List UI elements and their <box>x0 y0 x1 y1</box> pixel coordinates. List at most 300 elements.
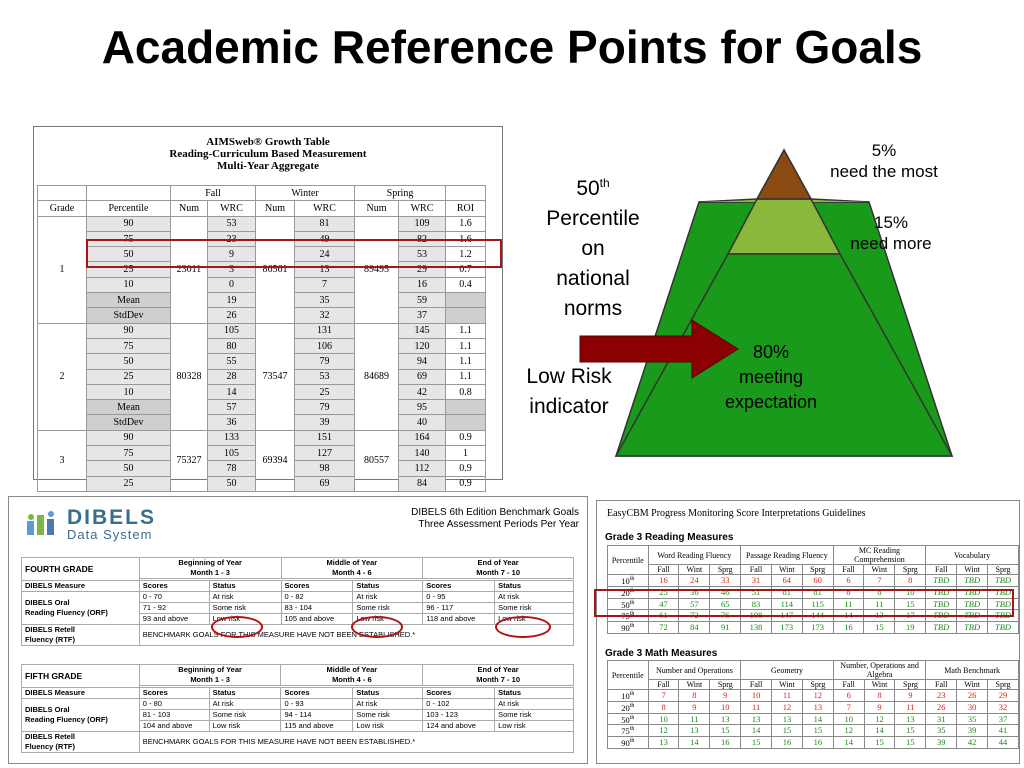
score-cell: 47 <box>648 598 679 610</box>
score-cell: 39 <box>957 725 988 737</box>
score-cell: 8 <box>679 690 710 702</box>
col-spring-wrc: WRC <box>399 201 446 216</box>
percentile-cell: 10 <box>87 277 171 292</box>
score-cell: 8 <box>833 586 864 598</box>
score-cell: 10 <box>648 713 679 725</box>
dibels-heading1: DIBELS 6th Edition Benchmark Goals <box>411 507 579 518</box>
score-cell: 39 <box>926 737 957 749</box>
low-risk-circle-boy <box>211 616 263 638</box>
dibels-grade-table <box>21 664 574 753</box>
season-header: Wint <box>771 565 802 575</box>
season-header: Sprg <box>895 565 926 575</box>
cbm-data-row <box>608 737 1019 749</box>
percentile-cell: 90 <box>87 430 171 445</box>
grade-cell: 3 <box>38 430 87 491</box>
score-cell: 84 <box>679 622 710 634</box>
score-cell: 9 <box>710 690 741 702</box>
score-cell: 72 <box>679 610 710 622</box>
winter-wrc-cell: 35 <box>295 293 355 308</box>
spring-wrc-cell: 42 <box>399 384 446 399</box>
fall-wrc-cell: 53 <box>208 216 256 231</box>
dibels-logo-sub: Data System <box>67 527 153 542</box>
score-cell: 31 <box>926 713 957 725</box>
score-cell: 61 <box>648 610 679 622</box>
aimsweb-aggregate: Multi-Year Aggregate <box>217 160 319 172</box>
score-cell: 11 <box>895 701 926 713</box>
season-header: Wint <box>864 565 895 575</box>
orf-label: DIBELS Oral Reading Fluency (ORF) <box>22 592 140 625</box>
season-header: Fall <box>926 565 957 575</box>
roi-cell <box>446 308 486 323</box>
score-cell: 173 <box>771 622 802 634</box>
status-cell: Low risk <box>353 614 423 625</box>
slide-title: Academic Reference Points for Goals <box>101 21 923 73</box>
cbm-season-row <box>608 565 1019 575</box>
percentile-cell: 50 <box>87 461 171 476</box>
percentile-cell: Mean <box>87 293 171 308</box>
score-cell: 0 - 102 <box>423 699 495 710</box>
season-header: Fall <box>833 565 864 575</box>
percentile-cell: 10th <box>608 575 649 587</box>
fiftieth-line: 50th <box>576 176 610 200</box>
score-cell: 13 <box>895 713 926 725</box>
status-header: Status <box>353 688 423 699</box>
score-cell: 7 <box>833 701 864 713</box>
score-cell: TBD <box>957 575 988 587</box>
fall-wrc-cell: 23 <box>208 231 256 246</box>
roi-cell: 1.2 <box>446 247 486 262</box>
moy-cell: Middle of Year Month 4 - 6 <box>281 665 423 686</box>
winter-wrc-cell: 98 <box>295 461 355 476</box>
score-cell: 11 <box>864 598 895 610</box>
winter-wrc-cell: 7 <box>295 277 355 292</box>
score-cell: 147 <box>771 610 802 622</box>
status-cell: Low risk <box>209 721 281 732</box>
score-cell: 15 <box>864 737 895 749</box>
dibels-col-header-row <box>22 581 574 592</box>
bottom-text1: meeting <box>738 367 804 387</box>
measure-group-header: Math Benchmark <box>926 661 1019 680</box>
grade-cell: 1 <box>38 216 87 323</box>
season-header: Wint <box>679 680 710 690</box>
score-cell: 13 <box>648 737 679 749</box>
score-cell: 108 <box>741 610 772 622</box>
score-cell: 6 <box>833 575 864 587</box>
score-cell: 81 <box>771 586 802 598</box>
score-cell: 0 - 80 <box>139 699 209 710</box>
score-cell: 7 <box>864 575 895 587</box>
top-text: need the most <box>830 162 938 181</box>
season-header: Sprg <box>710 680 741 690</box>
score-cell: 15 <box>895 737 926 749</box>
winter-wrc-cell: 24 <box>295 247 355 262</box>
score-cell: 65 <box>710 598 741 610</box>
cbm-data-row <box>608 713 1019 725</box>
spring-wrc-cell: 53 <box>399 247 446 262</box>
score-cell: 83 <box>741 598 772 610</box>
aimsweb-season-row <box>38 186 486 201</box>
spring-wrc-cell: 37 <box>399 308 446 323</box>
aimsweb-header <box>34 127 502 177</box>
fiftieth-percentile-highlight <box>86 239 502 268</box>
percentile-cell: 75th <box>608 610 649 622</box>
score-cell: 15 <box>895 598 926 610</box>
measure-group-header: Number and Operations <box>648 661 741 680</box>
boy-cell: Beginning of Year Month 1 - 3 <box>139 558 281 579</box>
percentile-cell: 90 <box>87 216 171 231</box>
score-cell: TBD <box>957 598 988 610</box>
status-cell: Some risk <box>495 710 574 721</box>
spring-wrc-cell: 120 <box>399 338 446 353</box>
fall-wrc-cell: 14 <box>208 384 256 399</box>
percentile-cell: StdDev <box>87 415 171 430</box>
fall-wrc-cell: 133 <box>208 430 256 445</box>
status-cell: At risk <box>495 699 574 710</box>
score-cell: 11 <box>679 713 710 725</box>
score-cell: 114 <box>771 598 802 610</box>
spring-wrc-cell: 94 <box>399 354 446 369</box>
percentile-cell: 10 <box>87 384 171 399</box>
score-cell: 26 <box>957 690 988 702</box>
blank-cell <box>87 186 171 201</box>
score-cell: 11 <box>833 598 864 610</box>
cbm-data-row <box>608 701 1019 713</box>
pyramid-bottom-label <box>700 338 842 416</box>
cbm-data-row <box>608 690 1019 702</box>
score-cell: 60 <box>802 575 833 587</box>
winter-wrc-cell: 151 <box>295 430 355 445</box>
roi-cell: 0.7 <box>446 262 486 277</box>
fall-wrc-cell: 78 <box>208 461 256 476</box>
fall-wrc-cell: 0 <box>208 277 256 292</box>
score-cell: 15 <box>802 725 833 737</box>
score-cell: 115 and above <box>281 721 353 732</box>
aimsweb-row <box>38 323 486 338</box>
winter-wrc-cell: 131 <box>295 323 355 338</box>
score-cell: 33 <box>710 575 741 587</box>
score-cell: TBD <box>988 610 1019 622</box>
score-cell: TBD <box>926 598 957 610</box>
bottom-pct: 80% <box>752 342 790 362</box>
col-roi: ROI <box>446 201 486 216</box>
rtf-label: DIBELS Retell Fluency (RTF) <box>22 625 140 646</box>
score-cell: 16 <box>802 737 833 749</box>
score-cell: 93 and above <box>139 614 209 625</box>
score-cell: 83 - 104 <box>281 603 353 614</box>
on-word: on <box>581 237 605 260</box>
score-cell: TBD <box>926 622 957 634</box>
status-header: Status <box>495 581 574 592</box>
winter-wrc-cell: 49 <box>295 231 355 246</box>
score-cell: 16 <box>710 737 741 749</box>
score-cell: 15 <box>895 725 926 737</box>
col-winter-wrc: WRC <box>295 201 355 216</box>
season-header: Sprg <box>988 680 1019 690</box>
score-cell: 16 <box>648 575 679 587</box>
status-cell: Some risk <box>209 710 281 721</box>
score-cell: TBD <box>926 575 957 587</box>
score-cell: 8 <box>895 575 926 587</box>
season-header: Fall <box>648 680 679 690</box>
roi-cell <box>446 400 486 415</box>
fall-wrc-cell: 3 <box>208 262 256 277</box>
spring-wrc-cell: 69 <box>399 369 446 384</box>
score-cell: 115 <box>802 598 833 610</box>
score-cell: 14 <box>679 737 710 749</box>
eoy-cell: End of Year Month 7 - 10 <box>423 665 574 686</box>
roi-cell: 1.1 <box>446 369 486 384</box>
percentile-cell: 25 <box>87 476 171 491</box>
low-risk-circle-moy <box>351 616 403 638</box>
measure-group-header: Word Reading Fluency <box>648 546 740 565</box>
rtf-note: BENCHMARK GOALS FOR THIS MEASURE HAVE NOT BEEN ESTABLISHED.* <box>139 732 573 753</box>
mid-text: need more <box>850 234 932 253</box>
score-cell: 124 and above <box>423 721 495 732</box>
status-header: Status <box>209 581 281 592</box>
blank-cell <box>446 186 486 201</box>
percentile-cell: 90th <box>608 737 649 749</box>
moy-cell: Middle of Year Month 4 - 6 <box>281 558 423 579</box>
dibels-grade-table <box>21 557 574 646</box>
pyramid-top-label <box>790 140 978 182</box>
percentile-header: Percentile <box>608 661 649 690</box>
col-fall-num: Num <box>171 201 208 216</box>
winter-num-cell: 86561 <box>256 216 295 323</box>
fall-num-cell: 75327 <box>171 430 208 491</box>
status-cell: At risk <box>495 592 574 603</box>
score-cell: 10 <box>710 701 741 713</box>
season-winter: Winter <box>256 186 355 201</box>
spring-wrc-cell: 140 <box>399 446 446 461</box>
score-cell: 10 <box>741 690 772 702</box>
fall-wrc-cell: 57 <box>208 400 256 415</box>
fall-wrc-cell: 9 <box>208 247 256 262</box>
spring-wrc-cell: 95 <box>399 400 446 415</box>
col-fall-wrc: WRC <box>208 201 256 216</box>
percentile-cell: 50 <box>87 354 171 369</box>
score-cell: 32 <box>988 701 1019 713</box>
measure-group-header: Number, Operations and Algebra <box>833 661 926 680</box>
percentile-cell: 20th <box>608 701 649 713</box>
score-cell: 0 - 82 <box>281 592 353 603</box>
dibels-col-header-row <box>22 688 574 699</box>
score-cell: 173 <box>802 622 833 634</box>
fall-wrc-cell: 105 <box>208 446 256 461</box>
status-cell: Low risk <box>353 721 423 732</box>
orf-label: DIBELS Oral Reading Fluency (ORF) <box>22 699 140 732</box>
roi-cell: 0.4 <box>446 277 486 292</box>
winter-num-cell: 69394 <box>256 430 295 491</box>
season-header: Fall <box>741 680 772 690</box>
score-cell: 72 <box>648 622 679 634</box>
score-cell: 94 - 114 <box>281 710 353 721</box>
spring-wrc-cell: 84 <box>399 476 446 491</box>
score-cell: 10 <box>895 586 926 598</box>
easycbm-title: EasyCBM Progress Monitoring Score Interpretations Guidelines <box>607 508 866 519</box>
scores-header: Scores <box>139 688 209 699</box>
score-cell: 25 <box>648 586 679 598</box>
score-cell: 19 <box>895 622 926 634</box>
score-cell: 13 <box>864 610 895 622</box>
score-cell: 9 <box>864 701 895 713</box>
status-cell: At risk <box>353 592 423 603</box>
winter-wrc-cell: 106 <box>295 338 355 353</box>
score-cell: 12 <box>648 725 679 737</box>
score-cell: 12 <box>833 725 864 737</box>
status-cell: At risk <box>209 592 281 603</box>
winter-wrc-cell: 32 <box>295 308 355 323</box>
score-cell: 29 <box>988 690 1019 702</box>
score-cell: 0 - 93 <box>281 699 353 710</box>
percentile-header: Percentile <box>608 546 649 575</box>
score-cell: 71 - 92 <box>139 603 209 614</box>
score-cell: TBD <box>988 575 1019 587</box>
status-header: Status <box>209 688 281 699</box>
measure-group-header: Vocabulary <box>926 546 1019 565</box>
season-header: Fall <box>833 680 864 690</box>
spring-wrc-cell: 16 <box>399 277 446 292</box>
score-cell: 6 <box>833 690 864 702</box>
indicator-word: indicator <box>529 395 609 418</box>
season-header: Sprg <box>710 565 741 575</box>
mid-pct: 15% <box>873 213 909 232</box>
cbm-group-row <box>608 546 1019 565</box>
top-pct: 5% <box>871 141 897 160</box>
season-header: Wint <box>957 680 988 690</box>
season-header: Sprg <box>895 680 926 690</box>
status-cell: Some risk <box>495 603 574 614</box>
status-cell: Low risk <box>495 721 574 732</box>
measure-group-header: MC Reading Comprehension <box>833 546 926 565</box>
season-header: Wint <box>772 680 803 690</box>
winter-wrc-cell: 13 <box>295 262 355 277</box>
rtf-note: BENCHMARK GOALS FOR THIS MEASURE HAVE NOT BEEN ESTABLISHED.* <box>139 625 573 646</box>
score-cell: 44 <box>988 737 1019 749</box>
percentile-cell: 75 <box>87 338 171 353</box>
percentile-cell: 10th <box>608 690 649 702</box>
winter-wrc-cell: 127 <box>295 446 355 461</box>
roi-cell: 1.6 <box>446 216 486 231</box>
score-cell: 81 - 103 <box>139 710 209 721</box>
scores-header: Scores <box>281 688 353 699</box>
dibels-orf-row <box>22 592 574 603</box>
score-cell: 138 <box>741 622 772 634</box>
winter-wrc-cell: 53 <box>295 369 355 384</box>
score-cell: 64 <box>771 575 802 587</box>
roi-cell: 1.1 <box>446 323 486 338</box>
percentile-cell: StdDev <box>87 308 171 323</box>
winter-wrc-cell: 79 <box>295 400 355 415</box>
cbm-group-row <box>608 661 1019 680</box>
score-cell: 11 <box>772 690 803 702</box>
season-header: Fall <box>648 565 679 575</box>
roi-cell <box>446 293 486 308</box>
roi-cell: 0.9 <box>446 476 486 491</box>
winter-num-cell: 73547 <box>256 323 295 430</box>
roi-cell: 1.1 <box>446 354 486 369</box>
fall-wrc-cell: 19 <box>208 293 256 308</box>
score-cell: 16 <box>772 737 803 749</box>
fall-wrc-cell: 80 <box>208 338 256 353</box>
score-cell: 15 <box>710 725 741 737</box>
percentile-cell: 75 <box>87 446 171 461</box>
scores-header: Scores <box>423 581 495 592</box>
dibels-logo-word: DIBELS <box>67 506 157 529</box>
score-cell: 76 <box>710 610 741 622</box>
season-header: Fall <box>926 680 957 690</box>
status-header: Status <box>353 581 423 592</box>
percentile-cell: 90th <box>608 622 649 634</box>
status-cell: Low risk <box>495 614 574 625</box>
col-percentile: Percentile <box>87 201 171 216</box>
percentile-cell: 75 <box>87 231 171 246</box>
aimsweb-subtitle: Reading-Curriculum Based Measurement <box>169 148 367 160</box>
score-cell: 42 <box>957 737 988 749</box>
score-cell: 23 <box>926 690 957 702</box>
status-cell: Some risk <box>209 603 281 614</box>
fall-wrc-cell: 55 <box>208 354 256 369</box>
score-cell: 96 - 117 <box>423 603 495 614</box>
score-cell: 12 <box>864 713 895 725</box>
score-cell: 15 <box>864 622 895 634</box>
percentile-cell: 20th <box>608 586 649 598</box>
status-cell: At risk <box>209 699 281 710</box>
measure-header: DIBELS Measure <box>22 688 140 699</box>
score-cell: 31 <box>741 575 772 587</box>
percentile-word: Percentile <box>546 207 640 230</box>
dibels-logo-icon <box>25 509 63 537</box>
roi-cell: 0.9 <box>446 461 486 476</box>
score-cell: 118 and above <box>423 614 495 625</box>
winter-wrc-cell: 79 <box>295 354 355 369</box>
roi-cell: 1.1 <box>446 338 486 353</box>
low-risk-word: Low Risk <box>526 365 612 388</box>
math-measures-table <box>607 660 1019 749</box>
status-cell: At risk <box>353 699 423 710</box>
eoy-cell: End of Year Month 7 - 10 <box>423 558 574 579</box>
score-cell: 0 - 95 <box>423 592 495 603</box>
score-cell: 13 <box>679 725 710 737</box>
aimsweb-header-row <box>38 201 486 216</box>
score-cell: 10 <box>833 713 864 725</box>
score-cell: 46 <box>710 586 741 598</box>
score-cell: 30 <box>957 701 988 713</box>
score-cell: 8 <box>648 701 679 713</box>
season-header: Fall <box>741 565 772 575</box>
score-cell: 17 <box>895 610 926 622</box>
score-cell: 12 <box>772 701 803 713</box>
roi-cell: 1 <box>446 446 486 461</box>
measure-group-header: Geometry <box>741 661 834 680</box>
score-cell: TBD <box>926 610 957 622</box>
easycbm-panel <box>596 500 1020 764</box>
roi-cell: 0.8 <box>446 384 486 399</box>
reading-measures-title: Grade 3 Reading Measures <box>605 532 734 543</box>
winter-wrc-cell: 69 <box>295 476 355 491</box>
cbm-data-row <box>608 575 1019 587</box>
spring-wrc-cell: 112 <box>399 461 446 476</box>
roi-cell: 0.9 <box>446 430 486 445</box>
spring-wrc-cell: 145 <box>399 323 446 338</box>
score-cell: 37 <box>988 713 1019 725</box>
score-cell: 7 <box>648 690 679 702</box>
cbm-data-row <box>608 622 1019 634</box>
percentile-cell: 50 <box>87 247 171 262</box>
percentile-cell: 50th <box>608 598 649 610</box>
score-cell: 8 <box>864 586 895 598</box>
spring-num-cell: 80557 <box>355 430 399 491</box>
score-cell: 15 <box>772 725 803 737</box>
